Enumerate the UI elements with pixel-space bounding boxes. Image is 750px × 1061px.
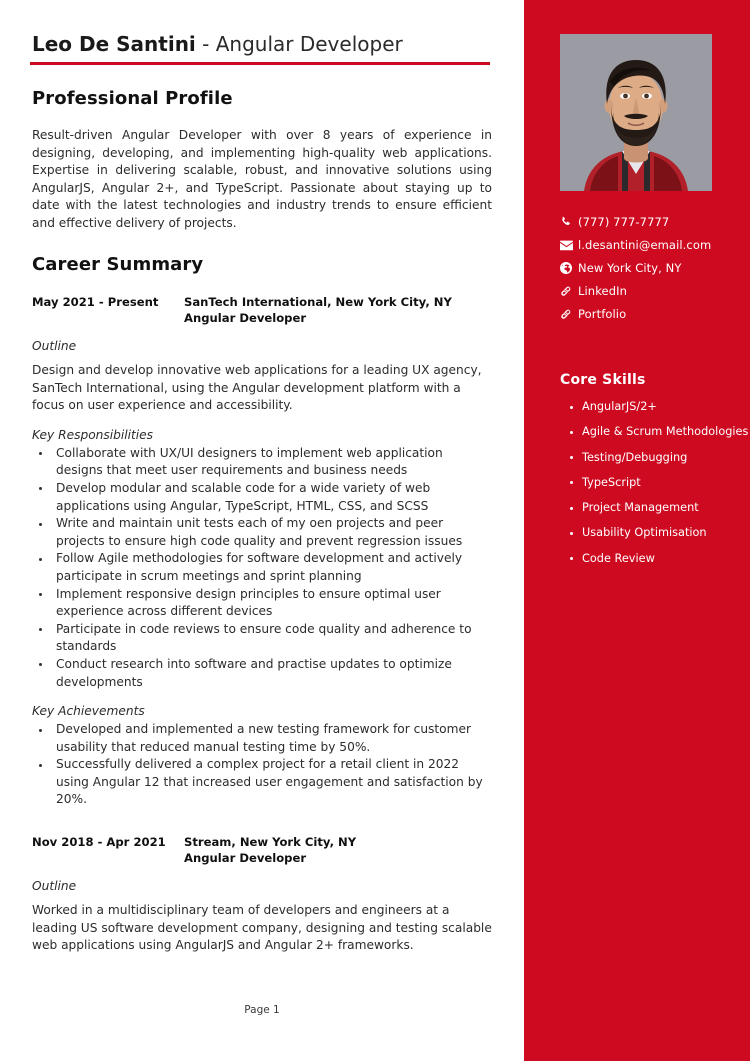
contact-linkedin[interactable] [560,284,746,298]
achievements-list-1 [32,721,492,809]
list-item: Conduct research into software and practise updates to optimize developments [32,656,492,691]
avatar [560,34,712,191]
outline-label-2: Outline [32,879,77,893]
job-title-2: Angular Developer [184,851,307,865]
responsibilities-label-1: Key Responsibilities [32,427,154,442]
page-footer: Page 1 [244,1004,280,1016]
core-skills-list [568,400,750,577]
header-divider [30,62,490,65]
job-company-2: Stream, New York City, NY [184,835,357,849]
job-details-2 [184,834,492,866]
contact-list [560,215,746,330]
list-item: Develop modular and scalable code for a wide variety of web applications using Angular, TypeScript, HTML, CSS, and SCSS [32,480,492,515]
job-entry-1 [32,294,492,809]
envelope-icon [560,240,578,251]
outline-text-2: Worked in a multidisciplinary team of developers and engineers at a leading US software development company, designing and testing scalable web applications using AngularJS and Angular 2+ frameworks. [32,903,492,953]
job-company-1: SanTech International, New York City, NY [184,295,452,309]
job-details-1 [184,294,492,326]
page-title [32,31,403,57]
list-item: TypeScript [568,476,750,490]
contact-email[interactable] [560,238,746,252]
list-item: Usability Optimisation [568,526,750,540]
list-item: Agile & Scrum Methodologies [568,425,750,439]
outline-text-1: Design and develop innovative web applications for a leading UX agency, SanTech International, using the Angular development platform with a focus on user experience and accessibility. [32,363,482,413]
section-heading-core-skills: Core Skills [560,372,646,388]
globe-icon [560,262,578,274]
achievements-label-1: Key Achievements [32,704,145,719]
professional-profile-text: Result-driven Angular Developer with over 8 years of experience in designing, developing, and implementing high-quality web applications. Expertise in delivering scalable, robust, and innovative solutions using AngularJS, Angular 2+, and TypeScript. Passionate about staying up to date with the latest technologies and industry trends to ensure efficient and effective delivery of projects. [32,128,492,230]
list-item: Write and maintain unit tests each of my oen projects and peer projects to ensure high code quality and prevent regression issues [32,515,492,550]
job-entry-2 [32,834,492,955]
responsibilities-list-1 [32,445,492,691]
section-heading-professional-profile: Professional Profile [32,88,233,109]
contact-value: LinkedIn [578,284,627,298]
list-item: AngularJS/2+ [568,400,750,414]
candidate-role: Angular Developer [215,32,403,56]
list-item: Developed and implemented a new testing framework for customer usability that reduced manual testing time by 50%. [32,721,492,756]
job-dates-1: May 2021 - Present [32,295,159,309]
list-item: Follow Agile methodologies for software development and actively participate in scrum meetings and sprint planning [32,550,492,585]
contact-value: New York City, NY [578,261,682,275]
phone-icon [560,216,578,228]
job-header-1 [32,294,492,326]
contact-phone[interactable] [560,215,746,229]
list-item: Project Management [568,501,750,515]
list-item: Successfully delivered a complex project for a retail client in 2022 using Angular 12 that increased user engagement and satisfaction by 20%. [32,756,492,809]
job-title-1: Angular Developer [184,311,307,325]
job-header-2 [32,834,492,866]
contact-location[interactable] [560,261,746,275]
list-item: Participate in code reviews to ensure code quality and adherence to standards [32,621,492,656]
job-dates-2: Nov 2018 - Apr 2021 [32,835,166,849]
outline-label-1: Outline [32,339,77,353]
section-heading-career-summary: Career Summary [32,254,204,275]
list-item: Implement responsive design principles to ensure optimal user experience across different devices [32,586,492,621]
portrait-photo-icon [560,34,712,191]
candidate-name: Leo De Santini [32,32,196,56]
list-item: Code Review [568,552,750,566]
contact-portfolio[interactable] [560,307,746,321]
sidebar [524,0,750,1061]
contact-value: (777) 777-7777 [578,215,670,229]
contact-value: l.desantini@email.com [578,238,712,252]
link-icon [560,308,578,320]
contact-value: Portfolio [578,307,627,321]
list-item: Collaborate with UX/UI designers to implement web application designs that meet user requirements and business needs [32,445,492,480]
list-item: Testing/Debugging [568,451,750,465]
name-separator: - [195,32,216,56]
link-icon [560,285,578,297]
